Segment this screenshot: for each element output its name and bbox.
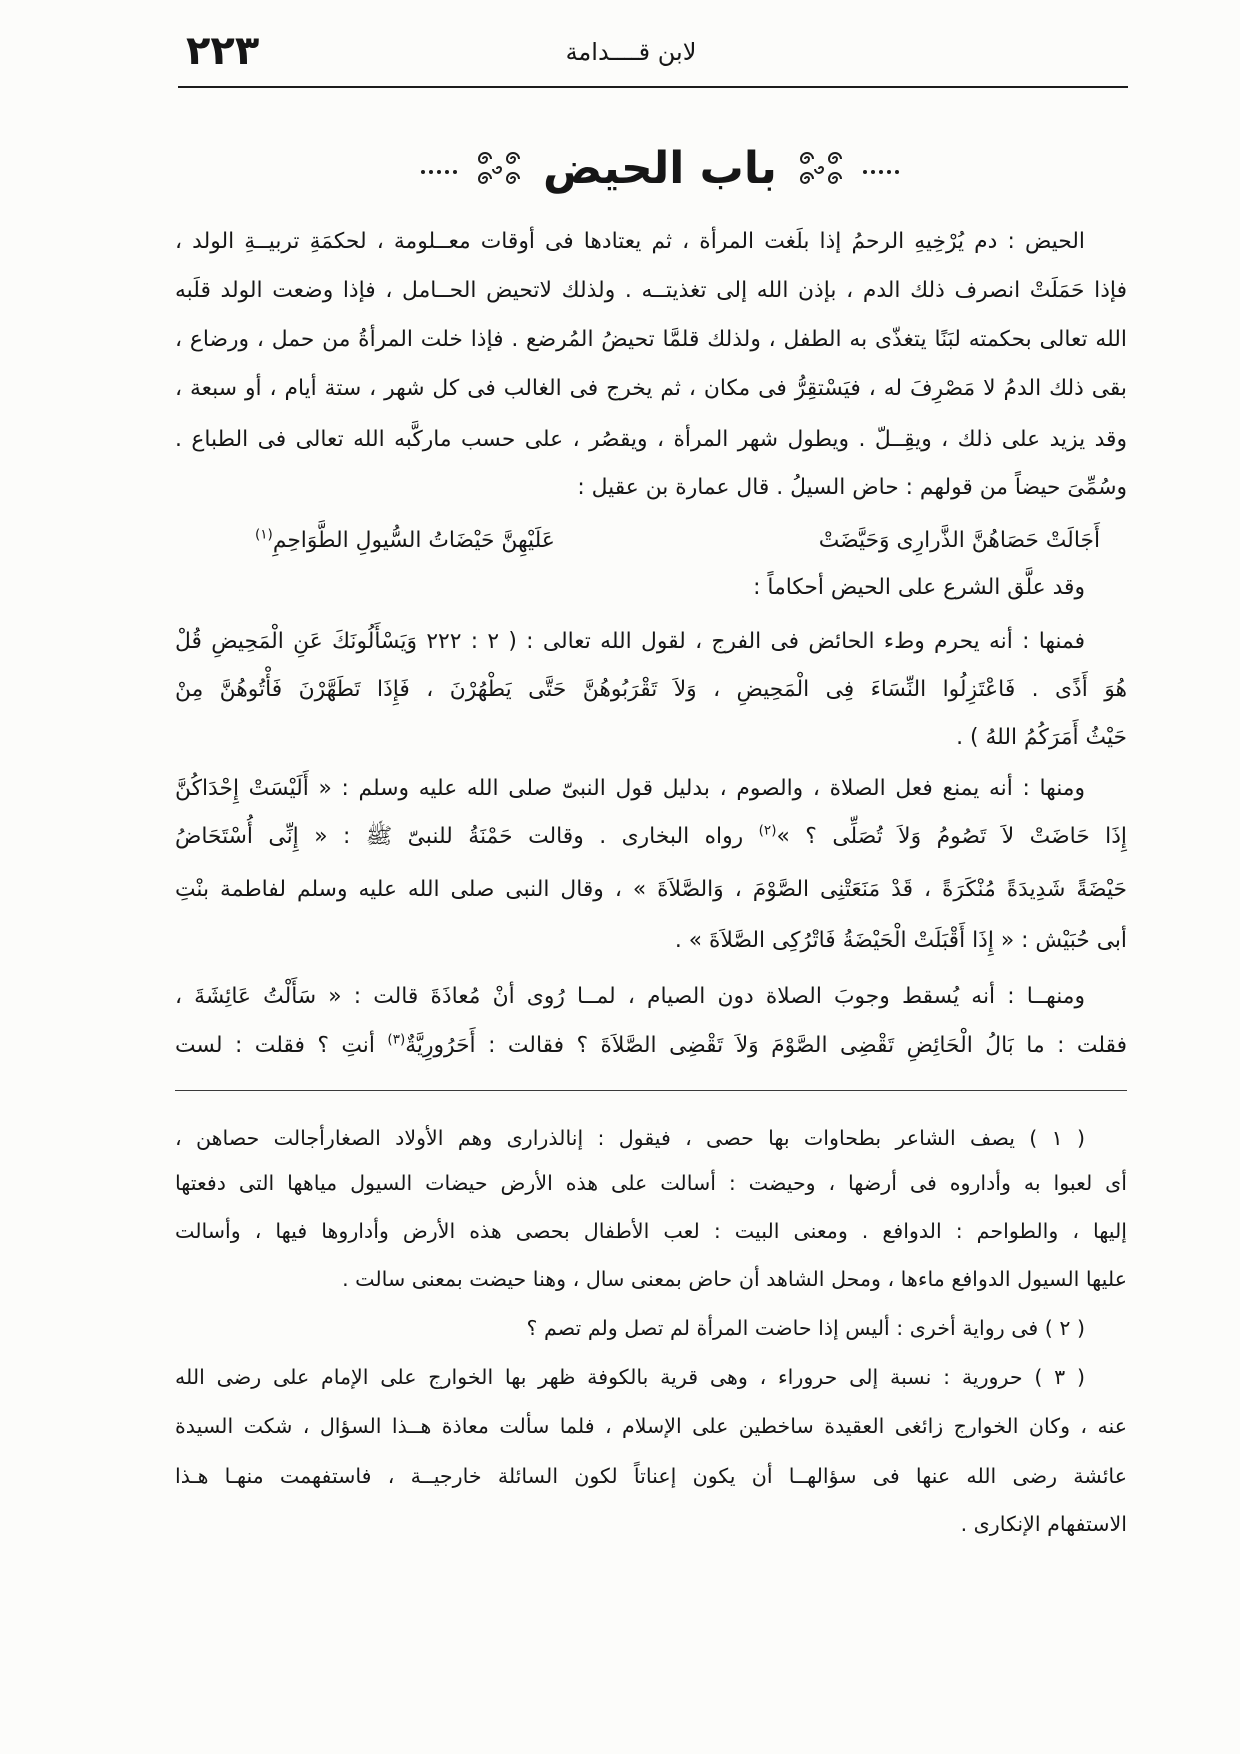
body-line [175, 1024, 1127, 1068]
footnote-line: الاستفهام الإنكارى . [960, 1512, 1127, 1536]
footnote-line: ( ٢ ) فى رواية أخرى : أليس إذا حاضت المرأة لم تصل ولم تصم ؟ [526, 1316, 1085, 1340]
verse-second-hemistich-wrap [255, 519, 555, 563]
page-number: ٢٢٣ [186, 28, 260, 74]
footnote-ref: (٢) [758, 822, 777, 839]
body-line-part: فقلت : ما بَالُ الْحَائِضِ تَقْضِى الصَّوْمَ وَلاَ تَقْضِى الصَّلاَةَ ؟ فقالت : أَحَرُورِيَّةٌ [405, 1033, 1127, 1058]
title-ornament-left-icon [469, 145, 529, 193]
body-line: ومنهــا : أنه يُسقط وجوبَ الصلاة دون الصيام ، لمــا رُوى أنْ مُعاذَةَ قالت : « سَأَلْتُ عَائِشَةَ ، [175, 984, 1085, 1009]
body-line: وقد يزيد على ذلك ، ويقِــلّ . ويطول شهر المرأة ، ويقصُر ، على حسب ماركَّبه الله تعالى فى الطباع . [175, 427, 1127, 452]
body-line [175, 815, 1127, 859]
poetry-verse [255, 519, 1100, 563]
footnote-separator [175, 1090, 1127, 1091]
body-line: فمنها : أنه يحرم وطء الحائض فى الفرج ، لقول الله تعالى : ( ٢ : ٢٢٢ وَيَسْأَلُونَكَ عَنِ الْمَحِيضِ قُلْ [175, 629, 1086, 654]
body-line: ومنها : أنه يمنع فعل الصلاة ، والصوم ، بدليل قول النبىّ صلى الله عليه وسلم : « أَلَيْسَتْ إِحْدَاكُنَّ [175, 776, 1085, 801]
footnote-line: عنه ، وكان الخوارج زائغى العقيدة ساخطين على الإسلام ، فلما سألت معاذة هــذا السؤال ، شكت السيدة [175, 1414, 1127, 1438]
footnote-ref: (٣) [387, 1031, 406, 1048]
verse-second-hemistich: عَلَيْهِنَّ حَيْضَاتُ السُّيولِ الطَّوَاحِمِ [272, 528, 555, 553]
body-line: حَيْثُ أَمَرَكُمُ اللهُ ) . [956, 725, 1127, 750]
body-line-part: رواه البخارى . وقالت حَمْنَةُ للنبىّ ﷺ : « إِنِّى أُسْتَحَاضُ [175, 824, 759, 849]
body-line: بقى ذلك الدمُ لا مَصْرِفَ له ، فيَسْتقِرُّ فى مكان ، ثم يخرج فى الغالب فى كل شهر ، ستة أيام ، أو سبعة ، [175, 376, 1127, 401]
footnote-line: ( ١ ) يصف الشاعر بطحاوات بها حصى ، فيقول : إنالذرارى وهم الأولاد الصغارأجالت حصاهن ، [175, 1126, 1085, 1150]
body-line: أبى حُبَيْش : « إِذَا أَقْبَلَتْ الْحَيْضَةُ فَاتْرُكِى الصَّلاَةَ » . [674, 928, 1127, 953]
footnote-ref: (١) [255, 526, 273, 543]
body-line-part: إِذَا حَاضَتْ لاَ تَصُومُ وَلاَ تُصَلِّى ؟ » [776, 824, 1127, 849]
chapter-title: باب الحيض [543, 143, 777, 194]
body-line: وسُمِّىَ حيضاً من قولهم : حاض السيلُ . قال عمارة بن عقيل : [577, 475, 1127, 500]
chapter-title-row [400, 138, 920, 200]
body-line: فإذا حَمَلَتْ انصرف ذلك الدم ، بإذن الله إلى تغذيتــه . ولذلك لاتحيض الحــامل ، فإذا وضعت الولد قلَبه [175, 278, 1127, 303]
body-line-part: أنتِ ؟ فقلت : لست [175, 1033, 388, 1058]
footnote-line: عائشة رضى الله عنها فى سؤالهــا أن يكون إعناتاً لكون السائلة خارجيــة ، فاستفهمت منهـا هـذا [175, 1464, 1127, 1488]
title-leader-right-icon [857, 146, 901, 192]
body-line: حَيْضَةً شَدِيدَةً مُنْكَرَةً ، قَدْ مَنَعَتْنِى الصَّوْمَ ، وَالصَّلاَةَ » ، وقال النبى صلى الله عليه وسلم لفاطمة بنْتِ [175, 877, 1127, 902]
title-leader-left-icon [419, 146, 463, 192]
footnote-line: إليها ، والطواحم : الدوافع . ومعنى البيت : لعب الأطفال بحصى هذه الأرض وأداروها فيها ، وأسالت [175, 1219, 1127, 1243]
running-head: لابن قــــدامة [565, 38, 697, 66]
body-line: الحيض : دم يُرْخِيهِ الرحمُ إذا بلَغت المرأة ، ثم يعتادها فى أوقات معــلومة ، لحكمَةِ تربيــةِ الولد ، [175, 229, 1085, 254]
title-ornament-right-icon [791, 145, 851, 193]
footnote-line: أى لعبوا به وأداروه فى أرضها ، وحيضت : أسالت على هذه الأرض حيضات السيول مياهها التى دفعتها [175, 1171, 1127, 1195]
verse-first-hemistich: أَجَالَتْ حَصَاهُنَّ الذَّرارِى وَحَيَّضَتْ [818, 528, 1100, 553]
body-line: وقد علَّق الشرع على الحيض أحكاماً : [753, 575, 1085, 600]
footnote-line: ( ٣ ) حرورية : نسبة إلى حروراء ، وهى قرية بالكوفة ظهر بها الخوارج على الإمام على رضى الله [175, 1365, 1085, 1389]
body-line: الله تعالى بحكمته لبَنًا يتغذّى به الطفل ، ولذلك قلمَّا تحيضُ المُرضع . فإذا خلت المرأةُ من حمل ، ورضاع ، [175, 327, 1127, 352]
body-line: هُوَ أَذًى . فَاعْتَزِلُوا النِّسَاءَ فِى الْمَحِيضِ ، وَلاَ تَقْرَبُوهُنَّ حَتَّى يَطْهُرْنَ ، فَإِذَا تَطَهَّرْنَ فَأْتُوهُنَّ مِنْ [175, 677, 1127, 702]
footnote-line: عليها السيول الدوافع ماءها ، ومحل الشاهد أن حاض بمعنى سال ، وهنا حيضت بمعنى سالت . [342, 1267, 1127, 1291]
header-rule [178, 86, 1128, 88]
